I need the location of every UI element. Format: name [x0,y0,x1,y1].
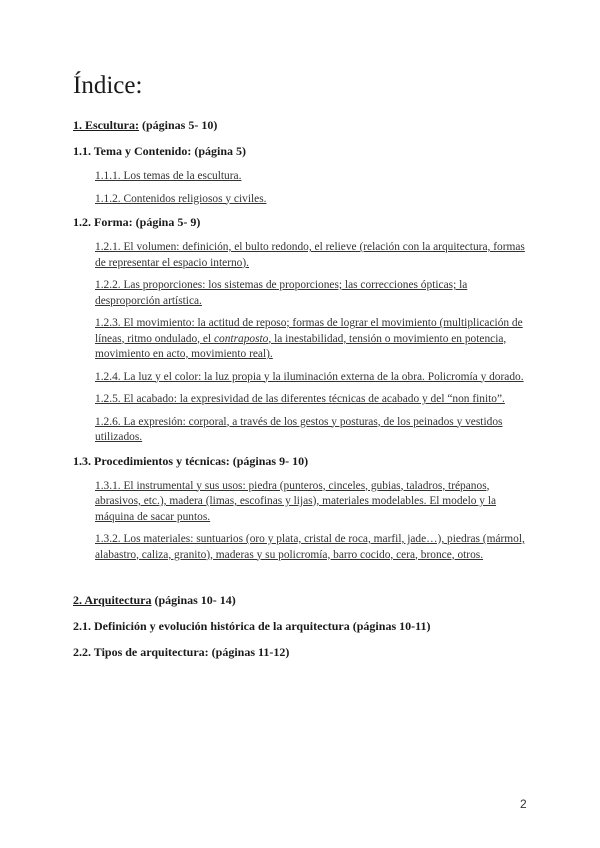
toc-item-1-2-1[interactable]: 1.2.1. El volumen: definición, el bulto redondo, el relieve (relación con la arquitectura, formas de representar el espacio interno). [95,241,525,269]
toc-section-2-pages: (páginas 10- 14) [151,593,236,607]
toc-item-1-2-2[interactable]: 1.2.2. Las proporciones: los sistemas de proporciones; las correcciones ópticas; la desproporción artística. [95,279,468,307]
toc-item-1-2-4[interactable]: 1.2.4. La luz y el color: la luz propia y la iluminación externa de la obra. Policromía y dorado. [95,370,524,383]
toc-section-1-label[interactable]: 1. Escultura: [73,118,139,132]
toc-item-1-2-3-text-a: 1.2.3. El movimiento: la actitud de reposo; formas de lograr el movimiento (multiplicación de líneas, ritmo ondulado, el [95,317,523,345]
toc-item-1-3-1[interactable]: 1.3.1. El instrumental y sus usos: piedra (punteros, cinceles, gubias, taladros, trépanos, abrasivos, etc.), madera (limas, escofinas y lijas), materiales modelables. El modelo y la máquina de sacar puntos. [95,479,497,523]
toc-section-1-2[interactable]: 1.2. Forma: (página 5- 9) [73,215,201,229]
toc-section-1-3[interactable]: 1.3. Procedimientos y técnicas: (páginas 9- 10) [73,453,309,468]
toc-item-1-2-3-text-b: , la inestabilidad, tensión o movimiento en potencia, movimiento en acto, movimiento real). [95,332,507,360]
toc-item-1-2-5[interactable]: 1.2.5. El acabado: la expresividad de las diferentes técnicas de acabado y del “non finito”. [95,393,505,405]
page-title: Índice: [73,72,143,99]
toc-section-2-2[interactable]: 2.2. Tipos de arquitectura: (páginas 11-12) [73,645,290,659]
toc-item-1-1-2[interactable]: 1.1.2. Contenidos religiosos y civiles. [95,192,267,205]
toc-section-1-1[interactable]: 1.1. Tema y Contenido: (página 5) [73,144,247,158]
toc-item-1-1-1[interactable]: 1.1.1. Los temas de la escultura. [95,170,242,182]
toc-section-2-1[interactable]: 2.1. Definición y evolución histórica de la arquitectura (páginas 10-11) [73,619,431,633]
toc-section-2-label[interactable]: 2. Arquitectura [73,593,152,607]
toc-item-1-2-3-italic: contraposto [213,332,269,345]
toc-item-1-2-6[interactable]: 1.2.6. La expresión: corporal, a través de los gestos y posturas, de los peinados y vestidos utilizados. [95,415,503,443]
page-number: 2 [520,797,527,811]
toc-item-1-2-3[interactable] [95,316,528,363]
toc-section-2[interactable] [73,592,528,608]
toc-section-1-pages: (páginas 5- 10) [139,118,218,132]
table-of-contents [73,117,528,670]
toc-section-1[interactable] [73,117,528,133]
toc-item-1-3-2[interactable]: 1.3.2. Los materiales: suntuarios (oro y plata, cristal de roca, marfil, jade…), piedras (mármol, alabastro, caliza, granito), maderas y su policromía, barro cocido, cera, bronce, otros. [95,533,525,561]
section-spacer [73,570,528,592]
